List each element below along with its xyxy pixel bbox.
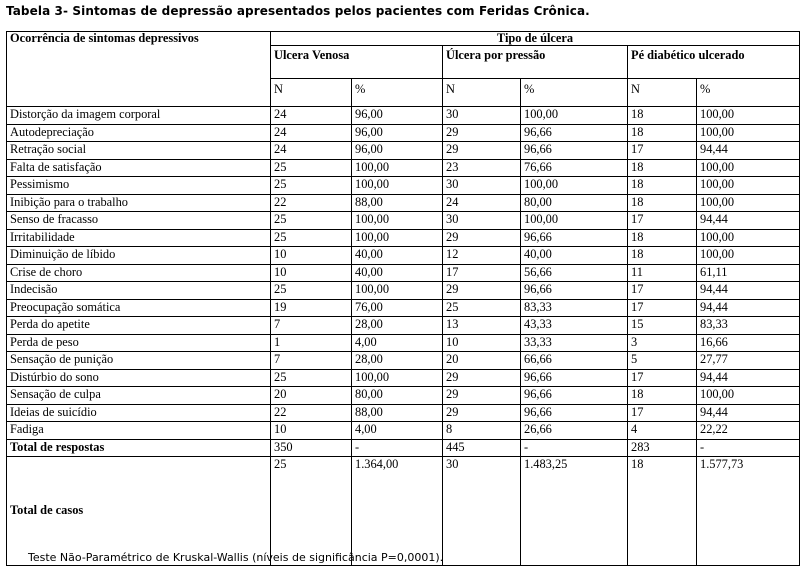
table-cell: 100,00	[521, 212, 628, 230]
table-cell: 10	[271, 247, 352, 265]
table-row	[7, 299, 800, 317]
table-cell: 100,00	[352, 229, 443, 247]
table-cell: 17	[628, 299, 697, 317]
table-cell: 4,00	[352, 422, 443, 440]
table-row	[7, 369, 800, 387]
table-row	[7, 317, 800, 335]
symptom-label: Diminuição de líbido	[7, 247, 271, 265]
ulcer-type-header: Pé diabético ulcerado	[628, 46, 800, 79]
total-respostas-label: Total de respostas	[7, 439, 271, 457]
table-cell: 96,00	[352, 124, 443, 142]
table-cell: 18	[628, 177, 697, 195]
table-cell: 18	[628, 229, 697, 247]
table-cell: 94,44	[697, 212, 800, 230]
symptom-label: Sensação de punição	[7, 352, 271, 370]
table-cell: 96,00	[352, 142, 443, 160]
table-cell: 18	[628, 457, 697, 566]
total-respostas-row	[7, 439, 800, 457]
row-header-label: Ocorrência de sintomas depressivos	[10, 31, 199, 45]
subcolumn-header: N	[443, 79, 521, 107]
table-cell: 76,66	[521, 159, 628, 177]
table-cell: 18	[628, 387, 697, 405]
table-cell: 28,00	[352, 352, 443, 370]
symptoms-table	[6, 31, 800, 566]
table-row	[7, 142, 800, 160]
table-row	[7, 159, 800, 177]
symptom-label: Distúrbio do sono	[7, 369, 271, 387]
table-cell: 96,66	[521, 142, 628, 160]
table-cell: 100,00	[521, 107, 628, 125]
table-cell: 30	[443, 457, 521, 566]
table-cell: 1	[271, 334, 352, 352]
subcolumn-header: %	[352, 79, 443, 107]
table-cell: -	[352, 439, 443, 457]
table-footnote: Teste Não-Paramétrico de Kruskal-Wallis (níveis de significância P=0,0001).	[28, 551, 444, 564]
table-cell: 17	[628, 369, 697, 387]
table-row	[7, 124, 800, 142]
table-cell: 18	[628, 194, 697, 212]
table-cell: 5	[628, 352, 697, 370]
table-cell: 30	[443, 177, 521, 195]
table-row	[7, 247, 800, 265]
symptom-label: Fadiga	[7, 422, 271, 440]
subcolumn-header: %	[697, 79, 800, 107]
table-cell: 7	[271, 317, 352, 335]
table-cell: 56,66	[521, 264, 628, 282]
table-cell: 40,00	[521, 247, 628, 265]
table-cell: 22	[271, 194, 352, 212]
ulcer-type-header: Úlcera por pressão	[443, 46, 628, 79]
row-header-cell	[7, 32, 271, 107]
table-cell: 19	[271, 299, 352, 317]
table-cell: 20	[271, 387, 352, 405]
table-cell: 283	[628, 439, 697, 457]
table-cell: 80,00	[521, 194, 628, 212]
table-cell: 3	[628, 334, 697, 352]
table-cell: 8	[443, 422, 521, 440]
table-cell: 445	[443, 439, 521, 457]
table-cell: 96,66	[521, 229, 628, 247]
table-cell: 29	[443, 369, 521, 387]
table-cell: 100,00	[352, 282, 443, 300]
table-cell: 100,00	[352, 159, 443, 177]
table-cell: 10	[271, 264, 352, 282]
table-cell: 94,44	[697, 142, 800, 160]
table-cell: 7	[271, 352, 352, 370]
table-cell: 96,00	[352, 107, 443, 125]
symptom-label: Preocupação somática	[7, 299, 271, 317]
subcolumn-header: N	[628, 79, 697, 107]
ulcer-type-header: Ulcera Venosa	[271, 46, 443, 79]
symptom-label: Perda de peso	[7, 334, 271, 352]
table-cell: 29	[443, 387, 521, 405]
table-cell: 94,44	[697, 299, 800, 317]
table-cell: 66,66	[521, 352, 628, 370]
table-cell: 24	[271, 142, 352, 160]
table-cell: 24	[271, 124, 352, 142]
table-cell: -	[697, 439, 800, 457]
table-cell: 17	[443, 264, 521, 282]
table-row	[7, 264, 800, 282]
table-cell: 24	[271, 107, 352, 125]
table-cell: 4,00	[352, 334, 443, 352]
table-row	[7, 282, 800, 300]
table-cell: 100,00	[697, 177, 800, 195]
table-cell: 29	[443, 282, 521, 300]
symptom-label: Senso de fracasso	[7, 212, 271, 230]
table-cell: 25	[443, 299, 521, 317]
table-cell: 1.577,73	[697, 457, 800, 566]
table-cell: 29	[443, 404, 521, 422]
symptom-label: Crise de choro	[7, 264, 271, 282]
table-cell: 94,44	[697, 282, 800, 300]
table-cell: 23	[443, 159, 521, 177]
total-casos-row	[7, 457, 800, 566]
table-cell: 76,00	[352, 299, 443, 317]
table-cell: 26,66	[521, 422, 628, 440]
table-cell: 40,00	[352, 264, 443, 282]
table-cell: 100,00	[352, 177, 443, 195]
subcolumn-header: %	[521, 79, 628, 107]
table-row	[7, 212, 800, 230]
symptom-label: Distorção da imagem corporal	[7, 107, 271, 125]
table-cell: 27,77	[697, 352, 800, 370]
table-cell: 96,66	[521, 369, 628, 387]
table-cell: 28,00	[352, 317, 443, 335]
symptom-label: Autodepreciação	[7, 124, 271, 142]
table-cell: 30	[443, 212, 521, 230]
table-cell: 13	[443, 317, 521, 335]
table-body	[7, 107, 800, 440]
table-cell: 88,00	[352, 404, 443, 422]
table-cell: 18	[628, 247, 697, 265]
table-cell: 40,00	[352, 247, 443, 265]
table-cell: 100,00	[697, 387, 800, 405]
table-cell: 17	[628, 212, 697, 230]
table-cell: -	[521, 439, 628, 457]
table-cell: 96,66	[521, 387, 628, 405]
table-row	[7, 229, 800, 247]
table-cell: 25	[271, 177, 352, 195]
table-cell: 18	[628, 159, 697, 177]
table-row	[7, 387, 800, 405]
table-cell: 24	[443, 194, 521, 212]
table-cell: 100,00	[697, 159, 800, 177]
table-cell: 25	[271, 159, 352, 177]
table-cell: 94,44	[697, 404, 800, 422]
table-cell: 61,11	[697, 264, 800, 282]
table-cell: 18	[628, 124, 697, 142]
table-cell: 18	[628, 107, 697, 125]
table-cell: 83,33	[521, 299, 628, 317]
table-cell: 22	[271, 404, 352, 422]
table-cell: 100,00	[697, 124, 800, 142]
symptom-label: Sensação de culpa	[7, 387, 271, 405]
table-row	[7, 334, 800, 352]
table-cell: 17	[628, 404, 697, 422]
table-cell: 100,00	[352, 369, 443, 387]
table-cell: 17	[628, 282, 697, 300]
table-row	[7, 107, 800, 125]
group-header-label: Tipo de úlcera	[496, 31, 574, 45]
table-cell: 30	[443, 107, 521, 125]
header-row-group	[7, 32, 800, 46]
symptom-label: Falta de satisfação	[7, 159, 271, 177]
table-cell: 100,00	[697, 229, 800, 247]
table-cell: 4	[628, 422, 697, 440]
table-cell: 25	[271, 369, 352, 387]
table-cell: 33,33	[521, 334, 628, 352]
table-cell: 17	[628, 142, 697, 160]
table-cell: 88,00	[352, 194, 443, 212]
table-cell: 10	[271, 422, 352, 440]
table-caption: Tabela 3- Sintomas de depressão apresentados pelos pacientes com Feridas Crônica.	[6, 4, 590, 18]
table-row	[7, 352, 800, 370]
table-cell: 1.483,25	[521, 457, 628, 566]
table-cell: 94,44	[697, 369, 800, 387]
table-row	[7, 404, 800, 422]
table-cell: 22,22	[697, 422, 800, 440]
table-cell: 96,66	[521, 282, 628, 300]
symptom-label: Inibição para o trabalho	[7, 194, 271, 212]
table-cell: 20	[443, 352, 521, 370]
table-cell: 10	[443, 334, 521, 352]
table-cell: 83,33	[697, 317, 800, 335]
table-row	[7, 194, 800, 212]
symptom-label: Ideias de suicídio	[7, 404, 271, 422]
table-cell: 96,66	[521, 124, 628, 142]
symptom-label: Retração social	[7, 142, 271, 160]
symptom-label: Irritabilidade	[7, 229, 271, 247]
table-cell: 25	[271, 212, 352, 230]
table-cell: 29	[443, 124, 521, 142]
symptom-label: Perda do apetite	[7, 317, 271, 335]
table-cell: 80,00	[352, 387, 443, 405]
table-cell: 100,00	[697, 107, 800, 125]
table-cell: 12	[443, 247, 521, 265]
symptom-label: Pessimismo	[7, 177, 271, 195]
table-cell: 15	[628, 317, 697, 335]
table-cell: 11	[628, 264, 697, 282]
group-header-cell	[271, 32, 800, 46]
table-cell: 100,00	[352, 212, 443, 230]
table-cell: 100,00	[521, 177, 628, 195]
table-cell: 100,00	[697, 194, 800, 212]
table-cell: 43,33	[521, 317, 628, 335]
table-cell: 29	[443, 142, 521, 160]
table-row	[7, 177, 800, 195]
table-cell: 25	[271, 457, 352, 566]
table-cell: 25	[271, 229, 352, 247]
table-cell: 16,66	[697, 334, 800, 352]
symptom-label: Indecisão	[7, 282, 271, 300]
table-cell: 100,00	[697, 247, 800, 265]
table-cell: 25	[271, 282, 352, 300]
table-cell: 1.364,00	[352, 457, 443, 566]
table-cell: 29	[443, 229, 521, 247]
table-cell: 350	[271, 439, 352, 457]
table-row	[7, 422, 800, 440]
total-casos-label: Total de casos	[7, 457, 271, 566]
table-cell: 96,66	[521, 404, 628, 422]
subcolumn-header: N	[271, 79, 352, 107]
